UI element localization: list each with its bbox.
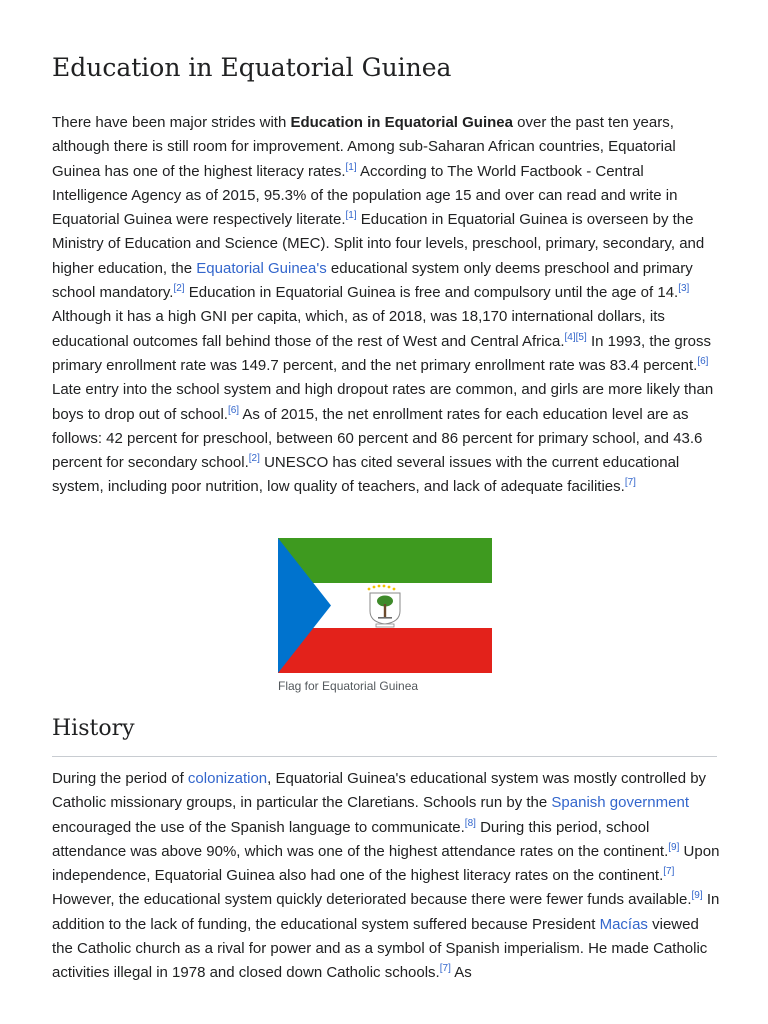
citation-9[interactable]: [9] [668,841,680,853]
text-run: In 1993, the gross primary enrollment rate was 149.7 percent, and the net primary enrollment rate was 83.4 percent. [52,332,712,374]
text-run: As of 2015, the net enrollment rates for each education level are as follows: 42 percent for preschool, between 60 percent and 86 percent for primary school, and 43.6 percent for secondary school. [52,405,703,472]
heading-divider [52,756,717,757]
link-spanish-government[interactable]: Spanish government [551,794,689,812]
text-run: Education in Equatorial Guinea is free and compulsory until the age of 14. [184,284,679,302]
flag-figure [278,538,492,694]
link-equatorial-guinea[interactable]: Equatorial Guinea's [196,259,327,277]
text-run: Although it has a high GNI per capita, which, as of 2018, was 18,170 international dollars, its educational outcomes fall behind those of the rest of West and Central Africa. [52,308,665,350]
text-run: viewed the Catholic church as a rival for power and as a symbol of Spanish imperialism. He made Catholic activities illegal in 1978 and closed down Catholic schools. [52,915,708,982]
intro-paragraph [52,111,720,500]
flag-of-equatorial-guinea [278,538,492,673]
link-macias[interactable]: Macías [599,915,648,933]
text-run: UNESCO has cited several issues with the current educational system, including poor nutrition, low quality of teachers, and lack of adequate facilities. [52,454,680,496]
text-run: In addition to the lack of funding, the educational system suffered because President [52,891,720,933]
citation-6b[interactable]: [6] [227,404,240,416]
citation-7c[interactable]: [7] [439,963,451,975]
citation-2b[interactable]: [2] [248,453,260,465]
text-run: Upon independence, Equatorial Guinea also had one of the highest literacy rates on the continent. [52,842,720,885]
text-run: educational system only deems preschool and primary school mandatory. [52,259,693,302]
citation-7b[interactable]: [7] [663,866,675,878]
text-run: over the past ten years, although there is still room for improvement. Among sub-Saharan African countries, Equatorial Guinea has one of the highest literacy rates. [52,114,676,180]
text-run: As [450,964,472,982]
section-heading-history: History [52,716,135,741]
citation-4-5[interactable]: [4][5] [564,331,587,343]
citation-7[interactable]: [7] [624,477,636,489]
flag-image[interactable] [278,538,492,673]
flag-red-stripe [278,628,492,673]
citation-8[interactable]: [8] [464,817,476,829]
citation-3[interactable]: [3] [678,283,690,295]
bold-term: Education in Equatorial Guinea [290,114,513,131]
text-run: However, the educational system quickly deteriorated because there were fewer funds available. [52,891,692,909]
text-run: Late entry into the school system and high dropout rates are common, and girls are more likely than boys to drop out of school. [52,381,714,423]
text-run: According to The World Factbook - Central Intelligence Agency as of 2015, 95.3% of the population age 15 and over can read and write in Equatorial Guinea were respectively literate. [52,162,678,229]
citation-2[interactable]: [2] [173,283,185,295]
link-colonization[interactable]: colonization [187,770,268,787]
text-run: Education in Equatorial Guinea is overseen by the Ministry of Education and Science (MEC). Split into four levels, preschool, primary, secondary, and higher education, the [52,211,705,277]
citation-9b[interactable]: [9] [691,890,703,902]
citation-1b[interactable]: [1] [345,210,357,222]
text-run: During this period, school attendance was above 90%, which was one of the highest attendance rates on the continent. [52,818,669,860]
citation-6[interactable]: [6] [697,355,709,367]
text-run: , Equatorial Guinea's educational system was mostly controlled by Catholic missionary groups, in particular the Claretians. Schools run by the [52,770,707,812]
text-run: encouraged the use of the Spanish language to communicate. [52,818,465,836]
citation-1[interactable]: [1] [345,161,357,173]
text-run: During the period of [52,770,188,787]
page-title: Education in Equatorial Guinea [52,53,452,82]
flag-caption: Flag for Equatorial Guinea [278,679,419,693]
history-paragraph [52,767,720,986]
flag-green-stripe [278,538,492,583]
text-run: There have been major strides with [52,114,291,131]
